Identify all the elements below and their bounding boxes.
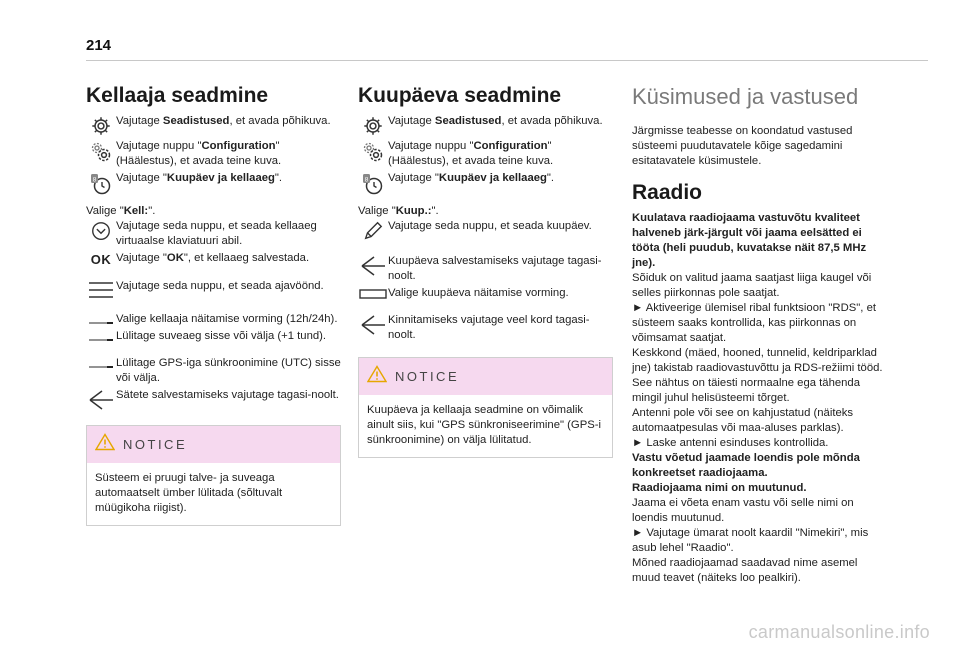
step-date-time — [86, 171, 341, 196]
step-settings — [358, 114, 613, 137]
step-timezone — [86, 279, 341, 300]
menu-lines-icon — [86, 279, 116, 300]
step-save — [86, 388, 341, 411]
svg-text:8: 8 — [92, 176, 97, 184]
back-arrow-icon — [86, 388, 116, 411]
step-text: Valige kuupäeva näitamise vorming. — [388, 287, 569, 299]
toggle-icon — [86, 329, 116, 344]
step-text: Vajutage nuppu "Configuration" (Häälestus), et avada teine kuva. — [116, 140, 282, 167]
answer-line: See nähtus on täiesti normaalne ega tähenda mingil juhul helisüsteemi tõrget. — [632, 377, 860, 404]
notice-header — [359, 358, 612, 395]
faq-intro: Järgmisse teabesse on koondatud vastused süsteemi puudutavatele kõige sagedamini esitatavatele küsimustele. — [632, 125, 853, 167]
step-date-format — [358, 286, 613, 301]
warning-icon — [367, 365, 387, 388]
answer-line: ► Vajutage ümarat noolt kaardil "Nimekiri", mis asub lehel "Raadio". — [632, 527, 869, 554]
watermark: carmanualsonline.info — [748, 622, 930, 642]
question-2: Vastu võetud jaamade loendis pole mõnda konkreetset raadiojaama. — [632, 452, 860, 479]
gears-icon — [86, 139, 116, 164]
notice-box — [358, 357, 613, 458]
select-instruction: Valige "Kell:". — [86, 205, 156, 217]
answer-line: Antenni pole või see on kahjustatud (näiteks automaatpesulas või maa-aluses parklas). — [632, 407, 854, 434]
notice-title: NOTICE — [395, 369, 460, 384]
answer-line: Mõned raadiojaamad saadavad nime asemel muud teavet (näiteks loo pealkiri). — [632, 557, 858, 584]
step-text: Vajutage nuppu "Configuration" (Häälestus), et avada teine kuva. — [388, 140, 554, 167]
step-set-date — [358, 219, 613, 242]
gear-icon — [86, 114, 116, 137]
step-text: Vajutage seda nuppu, et seada kuupäev. — [388, 220, 592, 232]
step-text: Vajutage seda nuppu, et seada ajavöönd. — [116, 280, 324, 292]
ok-button-glyph: OK — [90, 252, 112, 267]
rectangle-icon — [358, 286, 388, 301]
step-text: Kuupäeva salvestamiseks vajutage tagasi-noolt. — [388, 255, 602, 282]
step-keyboard — [86, 219, 341, 249]
column-date-setting — [358, 84, 613, 458]
back-arrow-icon — [358, 254, 388, 277]
step-text: Vajutage Seadistused, et avada põhikuva. — [388, 115, 603, 127]
clock-badge-icon — [358, 171, 388, 196]
svg-text:8: 8 — [364, 176, 369, 184]
pencil-icon — [358, 219, 388, 242]
section-title-time: Kellaaja seadmine — [86, 84, 269, 107]
step-text: Sätete salvestamiseks vajutage tagasi-noolt. — [116, 389, 339, 401]
step-text: Vajutage Seadistused, et avada põhikuva. — [116, 115, 331, 127]
top-rule — [86, 60, 928, 61]
step-text: Vajutage seda nuppu, et seada kellaaeg virtuaalse klaviatuuri abil. — [116, 220, 317, 247]
step-configuration — [86, 139, 341, 169]
back-arrow-icon — [358, 313, 388, 336]
notice-box — [86, 425, 341, 526]
step-date-time — [358, 171, 613, 196]
answer-line: Sõiduk on valitud jaama saatjast liiga kaugel või selles piirkonnas pole saatjat. — [632, 272, 872, 299]
step-ok — [86, 251, 341, 267]
question-3: Raadiojaama nimi on muutunud. — [632, 482, 807, 494]
step-text: Vajutage "OK", et kellaaeg salvestada. — [116, 252, 310, 264]
section-title-radio: Raadio — [632, 181, 703, 204]
step-text: Lülitage GPS-iga sünkroonimine (UTC) sisse või välja. — [116, 357, 341, 384]
column-faq — [632, 84, 887, 586]
step-text: Kinnitamiseks vajutage veel kord tagasi-noolt. — [388, 314, 590, 341]
notice-body: Süsteem ei pruugi talve- ja suveaga automaatselt ümber lülitada (sõltuvalt müügikoha riigist). — [95, 472, 283, 514]
section-title-date: Kuupäeva seadmine — [358, 84, 562, 107]
step-dst — [86, 329, 341, 344]
step-text: Vajutage "Kuupäev ja kellaaeg". — [116, 172, 283, 184]
step-text: Lülitage suveaeg sisse või välja (+1 tund). — [116, 330, 327, 342]
gears-icon — [358, 139, 388, 164]
answer-line: ► Aktiveerige ülemisel ribal funktsioon "RDS", et süsteem saaks kontrollida, kas piirkonnas on võimsamat saatjat. — [632, 302, 876, 344]
step-save-date — [358, 254, 613, 284]
gear-icon — [358, 114, 388, 137]
column-time-setting — [86, 84, 341, 526]
step-configuration — [358, 139, 613, 169]
toggle-icon — [86, 356, 116, 371]
answer-line: ► Laske antenni esinduses kontrollida. — [632, 437, 829, 449]
clock-badge-icon — [86, 171, 116, 196]
step-text: Valige kellaaja näitamise vorming (12h/24h). — [116, 313, 338, 325]
chevron-circle-icon — [86, 219, 116, 242]
step-text: Vajutage "Kuupäev ja kellaaeg". — [388, 172, 555, 184]
step-gps-sync — [86, 356, 341, 386]
toggle-icon — [86, 312, 116, 327]
notice-title: NOTICE — [123, 437, 188, 452]
question-1: Kuulatava raadiojaama vastuvõtu kvaliteet halveneb järk-järgult või jaama eelsätted ei tööta (heli puudub, kuvatakse näit 87,5 MHz jne). — [632, 212, 867, 269]
step-confirm — [358, 313, 613, 343]
notice-body: Kuupäeva ja kellaaja seadmine on võimalik ainult siis, kui "GPS sünkroniseerimine" (GPS-i sünkroonimine) on välja lülitatud. — [367, 404, 602, 446]
step-settings — [86, 114, 341, 137]
section-title-faq: Küsimused ja vastused — [632, 84, 859, 109]
select-instruction: Valige "Kuup.:". — [358, 205, 439, 217]
answer-line: Keskkond (mäed, hooned, tunnelid, keldriparklad jne) takistab raadiovastuvõttu ja RDS-režiimi tööd. — [632, 347, 883, 374]
page-number: 214 — [86, 37, 112, 54]
notice-header — [87, 426, 340, 463]
warning-icon — [95, 433, 115, 456]
step-format — [86, 312, 341, 327]
answer-line: Jaama ei võeta enam vastu või selle nimi on loendis muutunud. — [632, 497, 854, 524]
